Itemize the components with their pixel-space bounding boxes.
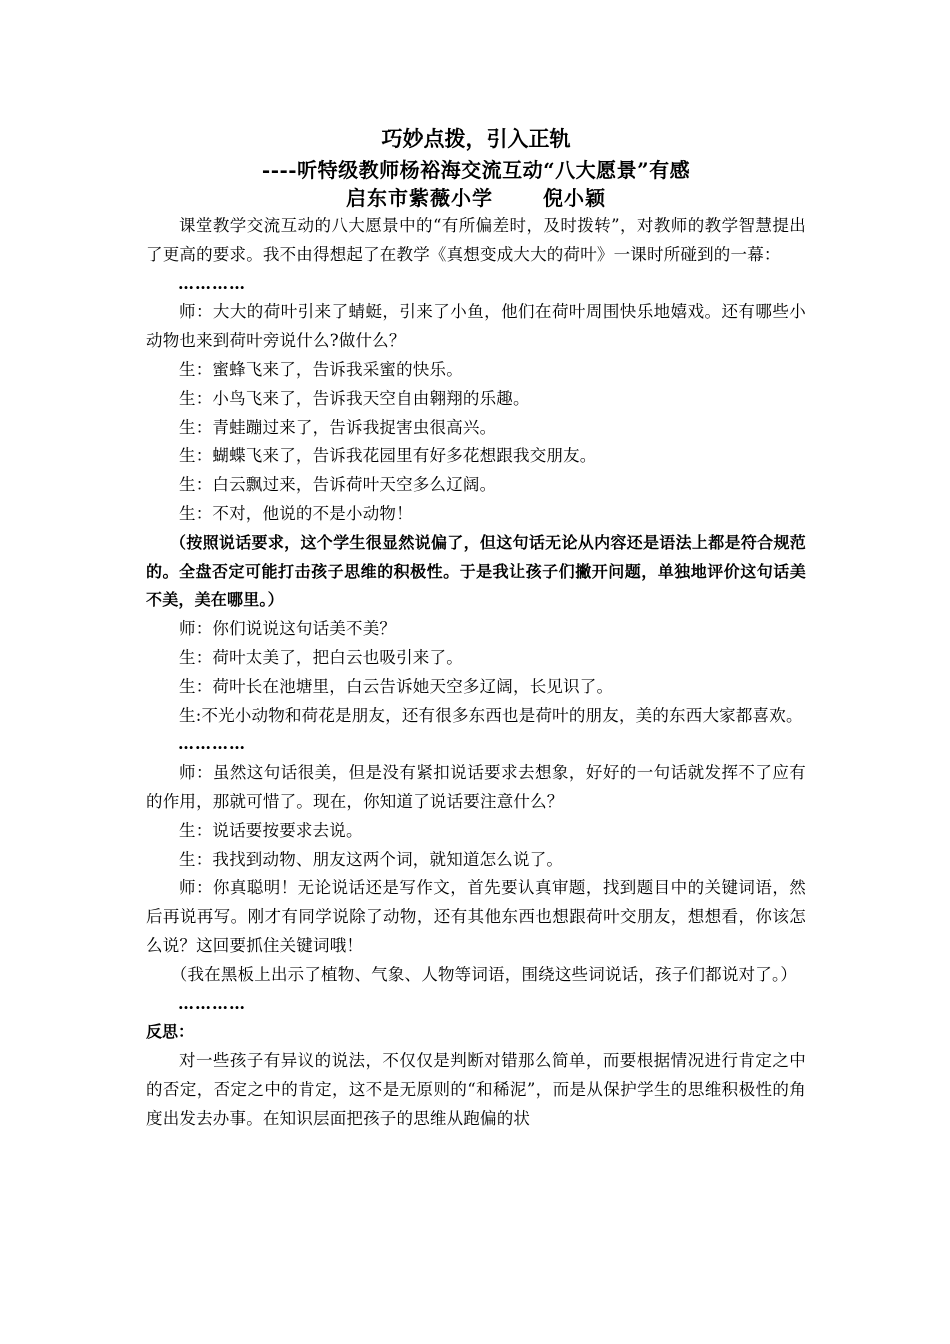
ellipsis-separator: ………… — [178, 734, 246, 754]
paragraph: 生：小鸟飞来了，告诉我天空自由翱翔的乐趣。 — [179, 388, 530, 408]
paragraph: 生：蜜蜂飞来了，告诉我采蜜的快乐。 — [179, 359, 463, 379]
author-name: 倪小颖 — [543, 186, 606, 210]
document-body — [146, 212, 806, 1134]
paragraph: 师：你真聪明！无论说话还是写作文，首先要认真审题，找到题目中的关键词语，然后再说再写。刚才有同学说除了动物，还有其他东西也想跟荷叶交朋友，想想看，你该怎么说？这回要抓住关键词哦！ — [146, 878, 806, 955]
paragraph: 课堂教学交流互动的八大愿景中的“有所偏差时，及时拨转”，对教师的教学智慧提出了更高的要求。我不由得想起了在教学《真想变成大大的荷叶》一课时所碰到的一幕： — [146, 216, 806, 264]
paragraph: 生：不对，他说的不是小动物！ — [179, 503, 413, 523]
ellipsis-separator: ………… — [178, 273, 246, 293]
paragraph: 师：大大的荷叶引来了蜻蜓，引来了小鱼，他们在荷叶周围快乐地嬉戏。还有哪些小动物也来到荷叶旁说什么?做什么？ — [146, 302, 806, 351]
parenthetical-note: （我在黑板上出示了植物、气象、人物等词语，围绕这些词说话，孩子们都说对了。） — [170, 964, 798, 984]
bold-commentary: （按照说话要求，这个学生很显然说偏了，但这句话无论从内容还是语法上都是符合规范的。全盘否定可能打击孩子思维的积极性。于是我让孩子们撇开问题，单独地评价这句话美不美，美在哪里。） — [146, 532, 806, 610]
paragraph: 生：荷叶长在池塘里，白云告诉她天空多辽阔，长见识了。 — [179, 676, 614, 696]
paragraph: 生：荷叶太美了，把白云也吸引来了。 — [179, 647, 463, 667]
paragraph: 生：我找到动物、朋友这两个词，就知道怎么说了。 — [179, 849, 564, 869]
paragraph: 生：说话要按要求去说。 — [179, 820, 363, 840]
paragraph: 师：你们说说这句话美不美？ — [179, 619, 397, 639]
document-title: 巧妙点拨，引入正轨 — [381, 127, 571, 151]
reflection-heading: 反思： — [146, 1022, 195, 1042]
author-line — [146, 184, 806, 212]
paragraph: 师：虽然这句话很美，但是没有紧扣说话要求去想象，好好的一句话就发挥不了应有的作用，那就可惜了。现在，你知道了说话要注意什么？ — [146, 763, 806, 811]
document-subtitle: ----听特级教师杨裕海交流互动“八大愿景”有感 — [261, 158, 691, 182]
ellipsis-separator: ………… — [178, 993, 246, 1013]
paragraph: 对一些孩子有异议的说法，不仅仅是判断对错那么简单，而要根据情况进行肯定之中的否定，否定之中的肯定，这不是无原则的“和稀泥”，而是从保护学生的思维积极性的角度出发去办事。在知识层面把孩子的思维从跑偏的状 — [146, 1051, 806, 1128]
paragraph: 生：白云飘过来，告诉荷叶天空多么辽阔。 — [179, 475, 497, 495]
paragraph: 生:不光小动物和荷花是朋友，还有很多东西也是荷叶的朋友，美的东西大家都喜欢。 — [179, 705, 803, 725]
paragraph: 生：蝴蝶飞来了，告诉我花园里有好多花想跟我交朋友。 — [179, 446, 597, 466]
paragraph: 生：青蛙蹦过来了，告诉我捉害虫很高兴。 — [179, 417, 497, 437]
document-content — [146, 122, 806, 1134]
school-name: 启东市紫薇小学 — [346, 186, 493, 210]
